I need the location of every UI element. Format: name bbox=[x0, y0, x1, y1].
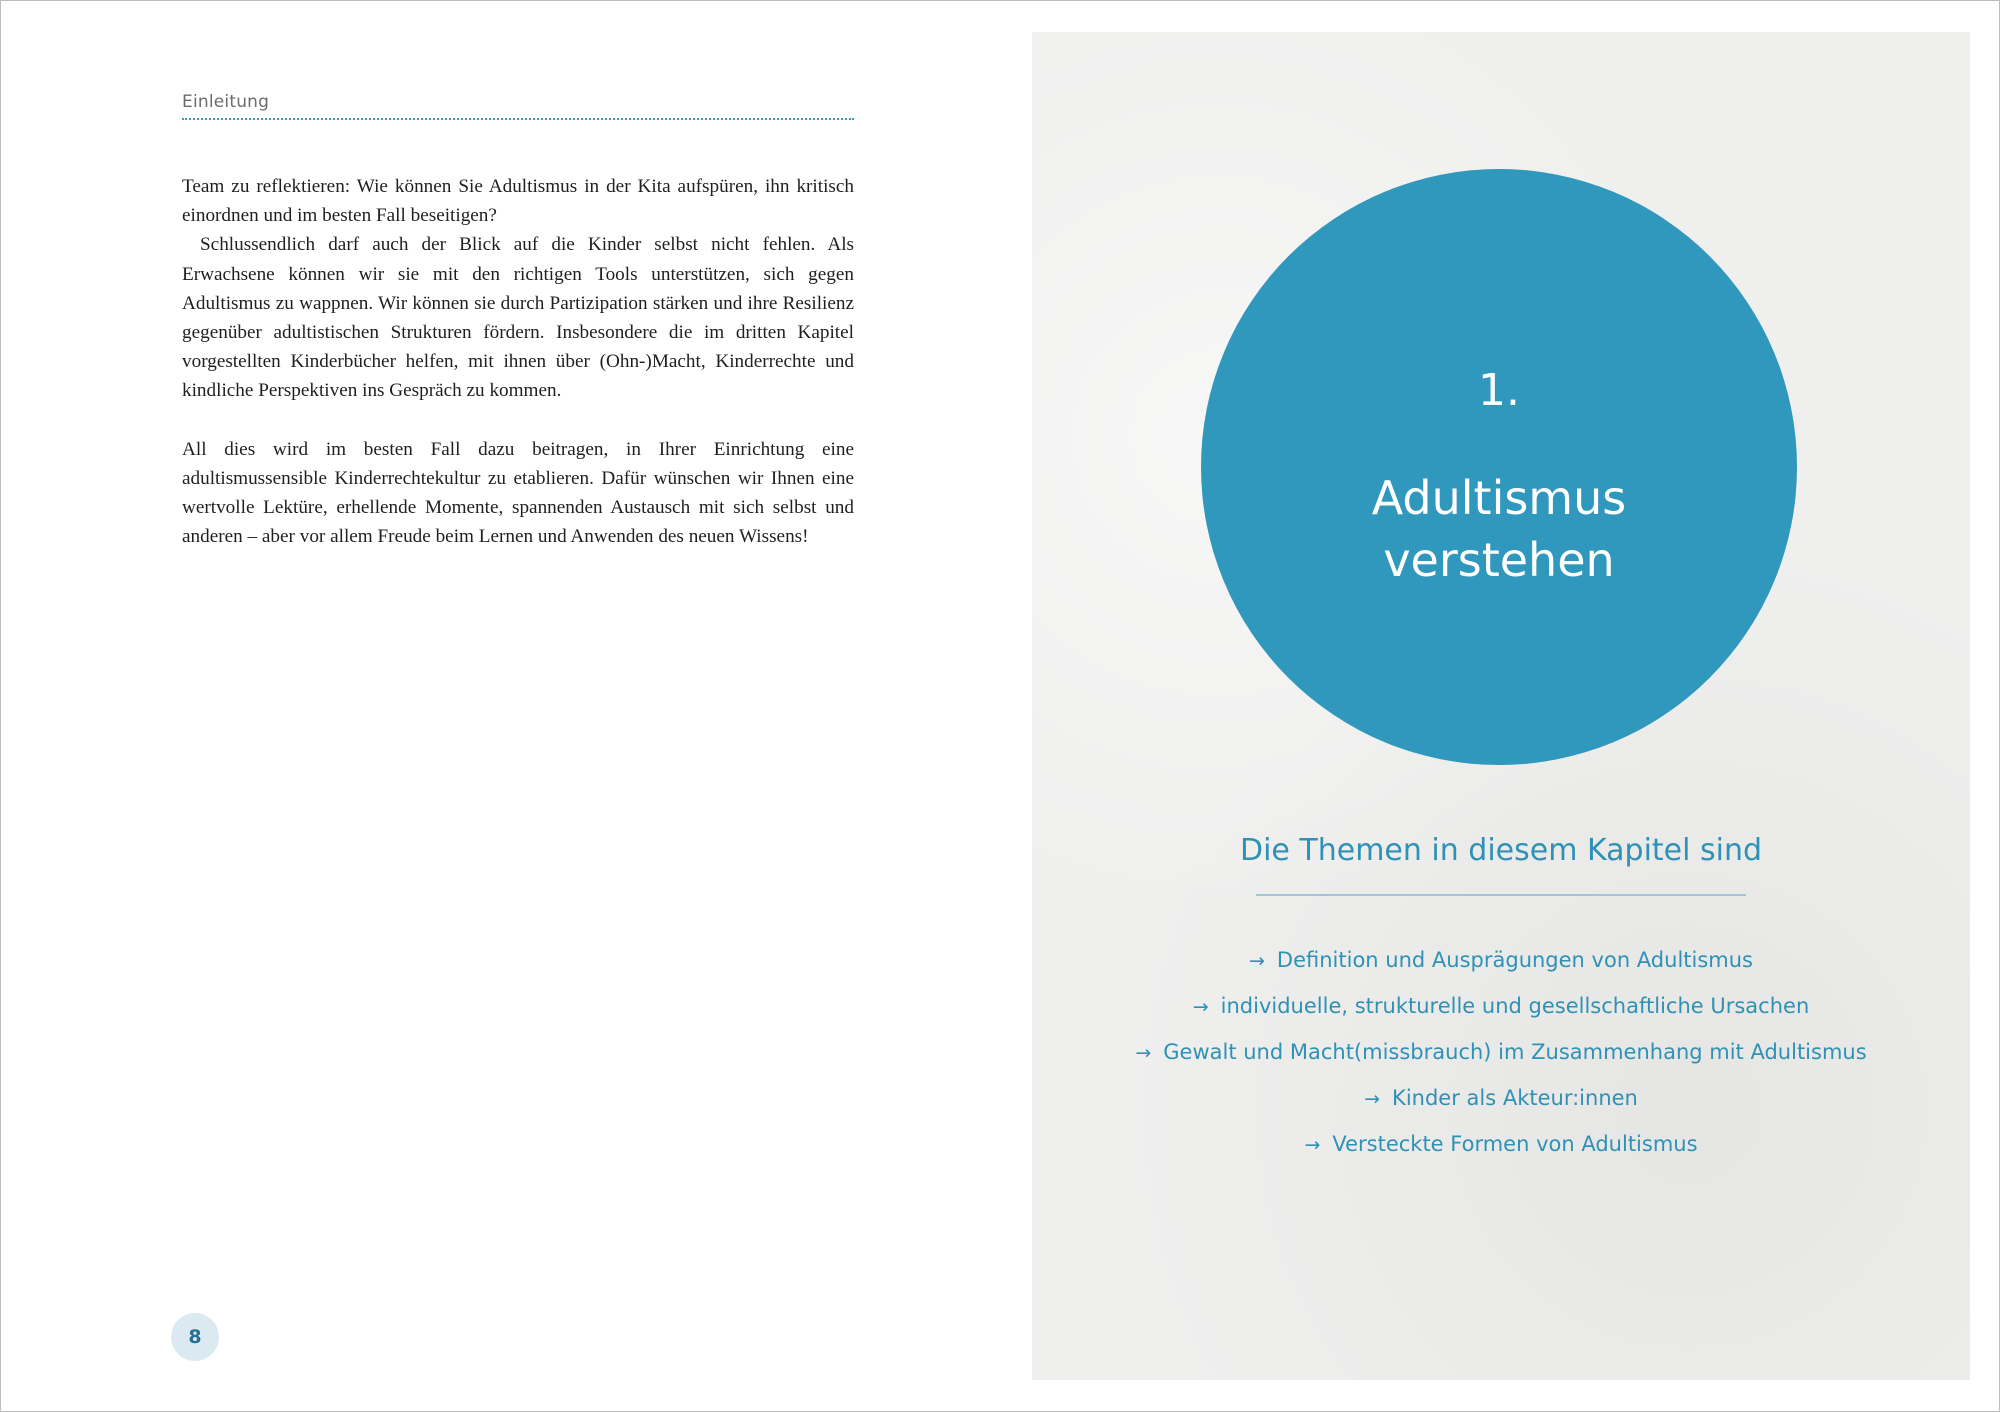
chapter-circle bbox=[1201, 169, 1797, 765]
arrow-right-icon: → bbox=[1304, 1134, 1321, 1156]
topic-item bbox=[1032, 984, 1970, 1030]
chapter-title bbox=[1201, 467, 1797, 591]
topic-item bbox=[1032, 1076, 1970, 1122]
topic-item bbox=[1032, 1122, 1970, 1168]
topic-label: Definition und Ausprägungen von Adultismus bbox=[1276, 948, 1753, 972]
arrow-right-icon: → bbox=[1192, 996, 1209, 1018]
running-head: Einleitung bbox=[182, 92, 270, 112]
topic-label: Gewalt und Macht(missbrauch) im Zusammenhang mit Adultismus bbox=[1163, 1040, 1867, 1064]
topics-heading-rule bbox=[1256, 894, 1746, 896]
topic-label: Versteckte Formen von Adultismus bbox=[1332, 1132, 1698, 1156]
topic-label: Kinder als Akteur:innen bbox=[1392, 1086, 1638, 1110]
topics-list bbox=[1032, 938, 1970, 1168]
running-head-rule bbox=[182, 118, 854, 120]
paragraph: Schlussendlich darf auch der Blick auf die Kinder selbst nicht fehlen. Als Erwachsene können wir sie mit den richtigen Tools unterstützen, sich gegen Adultismus zu wappnen. Wir können sie durch Partizipation stärken und ihre Resilienz gegenüber adultistischen Strukturen fördern. Insbesondere die im dritten Kapitel vorgestellten Kinderbücher helfen, mit ihnen über (Ohn-)Macht, Kinderrechte und kindliche Perspektiven ins Gespräch zu kommen. bbox=[182, 234, 854, 402]
arrow-right-icon: → bbox=[1249, 950, 1265, 972]
paragraph: All dies wird im besten Fall dazu beitragen, in Ihrer Einrichtung eine adultismussensible Kinderrechtekultur zu etablieren. Dafür wünschen wir Ihnen eine wertvolle Lektüre, erhellende Momente, spannenden Austausch mit sich selbst und anderen – aber vor allem Freude beim Lernen und Anwenden des neuen Wissens! bbox=[182, 438, 854, 548]
topic-item bbox=[1032, 938, 1970, 984]
topic-label: individuelle, strukturelle und gesellschaftliche Ursachen bbox=[1220, 994, 1810, 1018]
paragraph: Team zu reflektieren: Wie können Sie Adultismus in der Kita aufspüren, ihn kritisch einordnen und im besten Fall beseitigen? bbox=[182, 176, 854, 227]
topics-heading: Die Themen in diesem Kapitel sind bbox=[1239, 833, 1763, 868]
page-number-badge: 8 bbox=[171, 1313, 219, 1361]
chapter-opener-page bbox=[1032, 32, 1970, 1380]
chapter-title-line: verstehen bbox=[1383, 533, 1615, 587]
chapter-title-line: Adultismus bbox=[1371, 471, 1627, 525]
chapter-number: 1. bbox=[1478, 365, 1520, 416]
body-text bbox=[182, 172, 854, 551]
arrow-right-icon: → bbox=[1135, 1042, 1152, 1064]
topic-item bbox=[1032, 1030, 1970, 1076]
arrow-right-icon: → bbox=[1364, 1088, 1381, 1110]
